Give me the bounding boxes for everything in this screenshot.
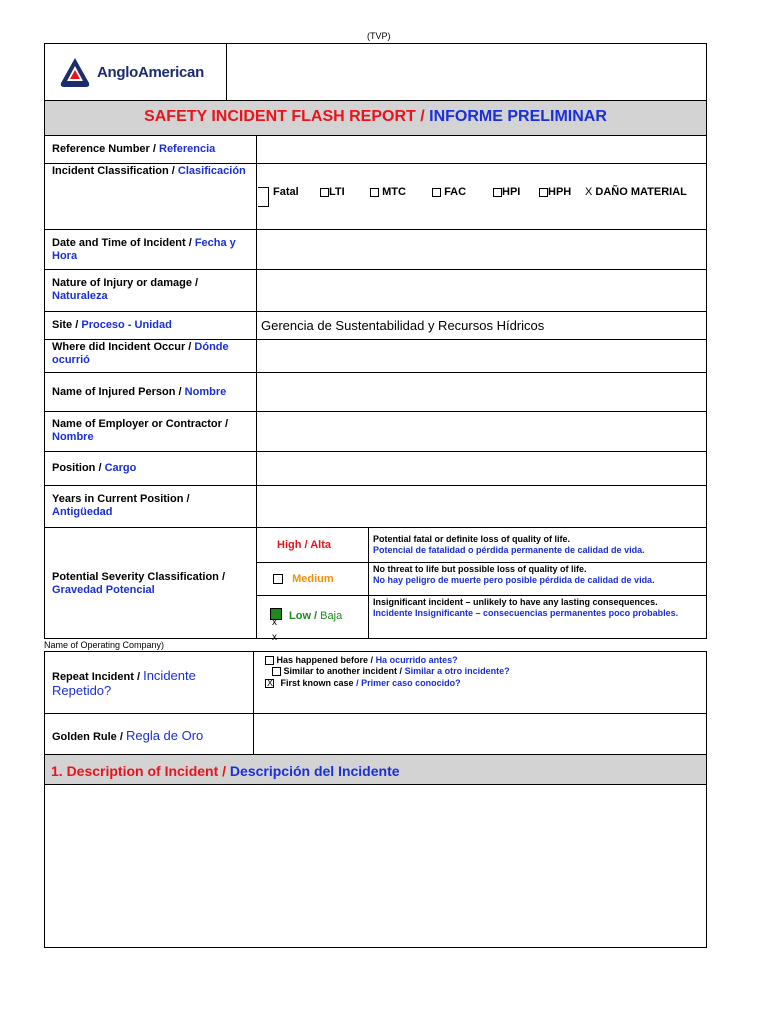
report-title: SAFETY INCIDENT FLASH REPORT / INFORME PRELIMINAR: [144, 108, 607, 125]
datetime-label: Date and Time of Incident / Fecha y Hora: [52, 237, 236, 262]
injured-field[interactable]: [257, 373, 706, 411]
logo: [57, 53, 222, 93]
hpi-checkbox[interactable]: [493, 188, 502, 197]
repeat-label: Repeat Incident / Incidente Repetido?: [52, 668, 196, 698]
low-mark-2: x: [272, 632, 277, 643]
classification-fac[interactable]: FAC: [432, 186, 466, 198]
low-mark: x: [272, 617, 277, 628]
logo-text: AngloAmerican: [97, 64, 204, 81]
injured-label: Name of Injured Person / Nombre: [52, 386, 227, 398]
golden-rule-field[interactable]: [254, 714, 706, 754]
classification-mtc[interactable]: MTC: [370, 186, 406, 198]
employer-field[interactable]: [257, 412, 706, 451]
site-value[interactable]: Gerencia de Sustentabilidad y Recursos Hídricos: [261, 318, 545, 333]
years-field[interactable]: [257, 486, 706, 527]
lti-checkbox[interactable]: [320, 188, 329, 197]
mtc-checkbox[interactable]: [370, 188, 379, 197]
severity-low-desc: Insignificant incident – unlikely to have any lasting consequences. Incidente Insignificante – consecuencias permanentes poco probables.: [373, 597, 679, 618]
datetime-field[interactable]: [257, 230, 706, 269]
hph-checkbox[interactable]: [539, 188, 548, 197]
severity-low[interactable]: Low / Baja: [289, 610, 343, 622]
medium-checkbox[interactable]: [273, 574, 283, 584]
nature-label: Nature of Injury or damage / Naturaleza: [52, 277, 199, 302]
years-label: Years in Current Position / Antigüedad: [52, 493, 190, 518]
severity-high[interactable]: High / Alta: [277, 539, 331, 551]
fac-checkbox[interactable]: [432, 188, 441, 197]
operating-company-label: Name of Operating Company): [44, 640, 165, 650]
where-field[interactable]: [257, 340, 706, 372]
repeat-first[interactable]: X First known case / Primer caso conocido?: [267, 678, 461, 689]
nature-field[interactable]: [257, 270, 706, 311]
anglo-american-logo-icon: [57, 55, 93, 91]
classification-dano-material[interactable]: X DAÑO MATERIAL: [585, 186, 687, 198]
repeat-before[interactable]: Has happened before / Ha ocurrido antes?: [265, 655, 458, 665]
repeat-similar-checkbox[interactable]: [272, 667, 281, 676]
classification-fatal-checkbox[interactable]: [258, 187, 269, 207]
site-label: Site / Proceso - Unidad: [52, 319, 172, 331]
repeat-before-checkbox[interactable]: [265, 656, 274, 665]
reference-label: Reference Number / Referencia: [52, 143, 216, 155]
position-label: Position / Cargo: [52, 462, 137, 474]
severity-label: Potential Severity Classification / Gravedad Potencial: [52, 571, 226, 596]
classification-hph[interactable]: HPH: [539, 186, 571, 198]
golden-rule-label: Golden Rule / Regla de Oro: [52, 728, 204, 743]
description-field[interactable]: [45, 785, 706, 947]
classification-label: Incident Classification / Clasificación: [52, 165, 246, 177]
classification-lti[interactable]: LTI: [320, 186, 345, 198]
repeat-first-checkbox[interactable]: X: [267, 678, 274, 689]
where-label: Where did Incident Occur / Dónde ocurrió: [52, 341, 229, 366]
classification-hpi[interactable]: HPI: [493, 186, 520, 198]
dano-material-mark: X: [585, 186, 593, 198]
section-1-title: 1. Description of Incident / Descripción del Incidente: [51, 763, 400, 779]
severity-medium[interactable]: Medium: [273, 573, 334, 585]
tvp-label: (TVP): [367, 31, 391, 41]
severity-high-desc: Potential fatal or definite loss of quality of life. Potencial de fatalidad o pérdida permanente de calidad de vida.: [373, 534, 645, 555]
classification-fatal: Fatal: [273, 186, 299, 198]
severity-medium-desc: No threat to life but possible loss of quality of life. No hay peligro de muerte pero posible pérdida de calidad de vida.: [373, 564, 655, 585]
reference-field[interactable]: [257, 136, 706, 163]
employer-label: Name of Employer or Contractor / Nombre: [52, 418, 229, 443]
position-field[interactable]: [257, 452, 706, 485]
repeat-similar[interactable]: Similar to another incident / Similar a otro incidente?: [272, 666, 510, 676]
